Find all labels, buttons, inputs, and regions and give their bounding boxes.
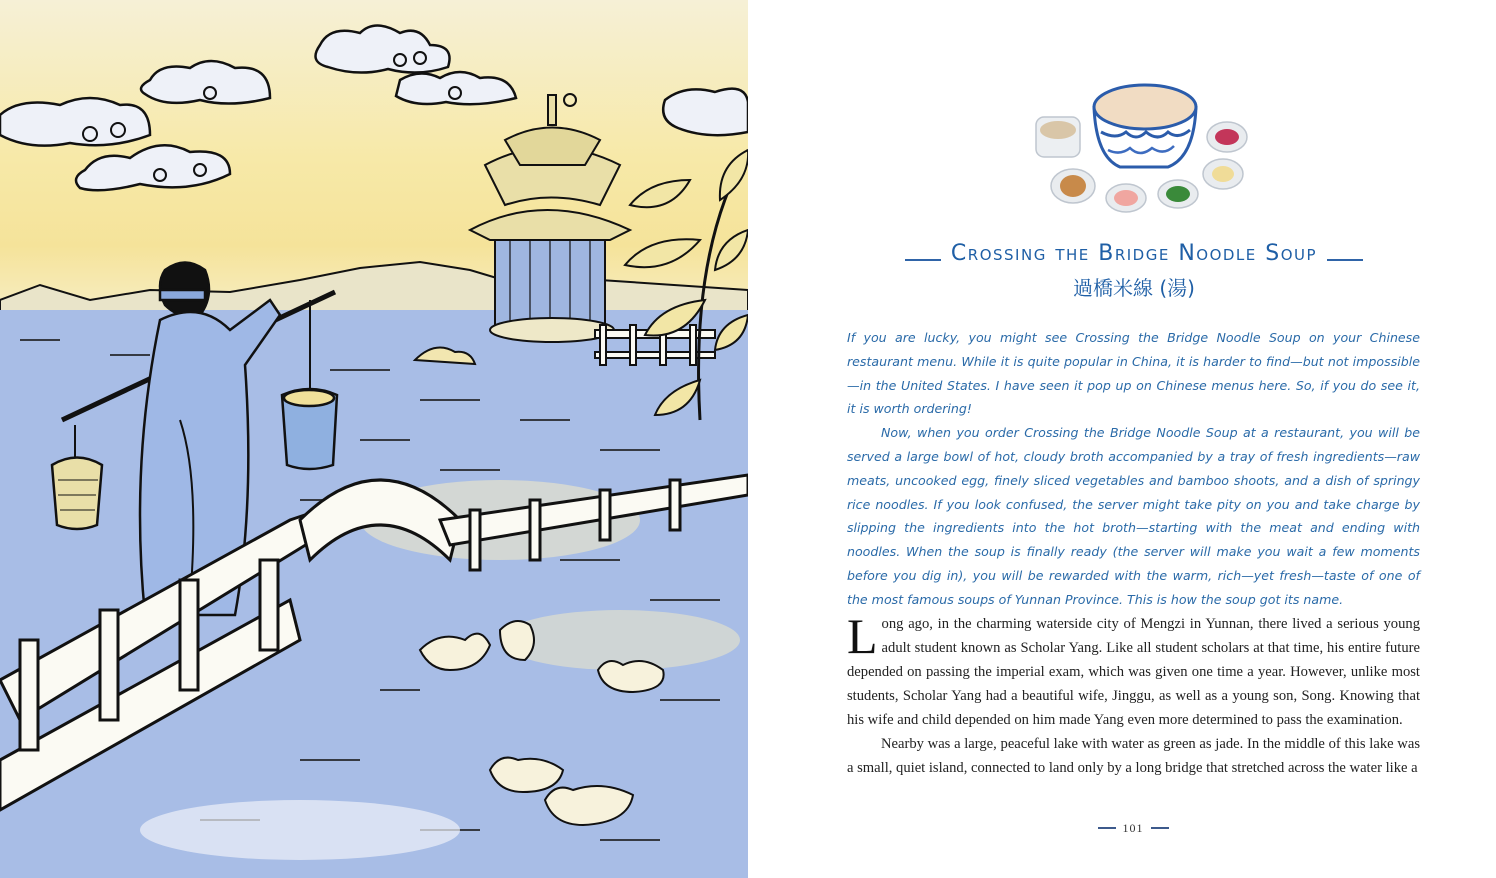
intro-text	[847, 326, 1420, 612]
chinese-subtitle: 過橋米線 (湯)	[1073, 276, 1195, 300]
text-page	[748, 0, 1496, 878]
page-number-value: 101	[1122, 820, 1144, 835]
story-text	[847, 608, 1420, 780]
folio-rule-left	[1098, 827, 1116, 829]
noodle-soup-bowl-illustration	[1016, 62, 1266, 222]
intro-paragraph: Now, when you order Crossing the Bridge Noodle Soup at a restaurant, you will be served a large bowl of hot, cloudy broth accompanied by a tray of fresh ingredients—raw meats, uncooked egg, finely sliced vegetables and bamboo shoots, and a dish of springy rice noodles. If you look confused, the server might take pity on you and take charge by slipping the ingredients into the hot broth—starting with the meat and ending with noodles. When the soup is finally ready (the server will make you wait a few moments before you dig in), you will be rewarded with the warm, rich—yet fresh—taste of one of the most famous soups of Yunnan Province. This is how the soup got its name.	[847, 425, 1420, 607]
story-paragraph-text: ong ago, in the charming waterside city of Mengzi in Yunnan, there lived a serious young adult student known as Scholar Yang. Like all student scholars at that time, his entire future depended on passing the imperial exam, which was given one time a year. However, unlike most students, Scholar Yang had a beautiful wife, Jinggu, as well as a young son, Song. Knowing that his wife and child depended on him made Yang even more determined to pass the examination.	[847, 616, 1420, 728]
title-rule-left	[905, 259, 941, 261]
page-number	[1088, 820, 1178, 836]
drop-cap: L	[847, 608, 878, 664]
recipe-title: Crossing the Bridge Noodle Soup	[950, 240, 1318, 266]
pagoda-icon	[470, 95, 630, 342]
cloud-icon	[0, 26, 748, 191]
story-paragraph	[847, 608, 1420, 732]
intro-paragraph: If you are lucky, you might see Crossing the Bridge Noodle Soup on your Chinese restaurant menu. While it is quite popular in China, it is harder to find—but not impossible—in the United States. I have seen it pop up on Chinese menus here. So, if you do see it, it is worth ordering!	[847, 330, 1420, 417]
folio-rule-right	[1151, 827, 1169, 829]
title-rule-right	[1327, 259, 1363, 261]
recipe-title-row	[855, 236, 1413, 270]
story-paragraph: Nearby was a large, peaceful lake with water as green as jade. In the middle of this lake was a small, quiet island, connected to land only by a long bridge that stretched across the water like a	[847, 736, 1420, 776]
